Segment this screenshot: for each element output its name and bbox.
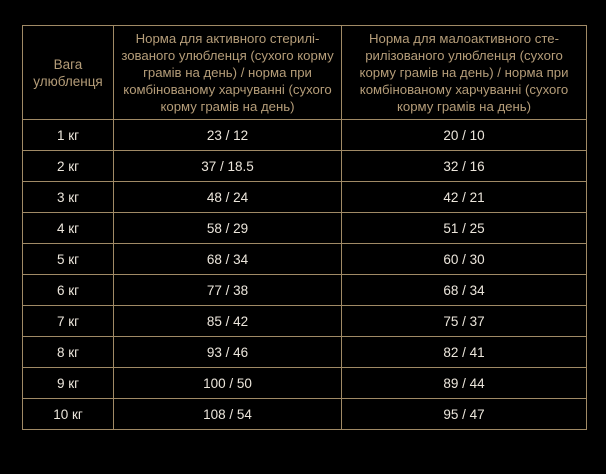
cell-inactive-norm: 42 / 21 [342, 182, 587, 213]
cell-active-norm: 108 / 54 [114, 399, 342, 430]
cell-weight: 7 кг [23, 306, 114, 337]
table-row [23, 182, 587, 213]
cell-weight: 6 кг [23, 275, 114, 306]
cell-active-norm: 77 / 38 [114, 275, 342, 306]
header-row [23, 26, 587, 120]
table-row [23, 337, 587, 368]
table-body [23, 120, 587, 430]
cell-inactive-norm: 20 / 10 [342, 120, 587, 151]
cell-inactive-norm: 68 / 34 [342, 275, 587, 306]
cell-active-norm: 58 / 29 [114, 213, 342, 244]
cell-inactive-norm: 82 / 41 [342, 337, 587, 368]
cell-active-norm: 68 / 34 [114, 244, 342, 275]
cell-inactive-norm: 75 / 37 [342, 306, 587, 337]
cell-weight: 5 кг [23, 244, 114, 275]
table-row [23, 120, 587, 151]
table-row [23, 306, 587, 337]
cell-inactive-norm: 60 / 30 [342, 244, 587, 275]
cell-weight: 10 кг [23, 399, 114, 430]
header-active-norm: Норма для активного стерилізованого улюбленця (сухого корму грамів на день) / норма при комбінованому харчуванні (сухого корму грамів на день) [114, 26, 342, 120]
table-row [23, 275, 587, 306]
feeding-norms-table [22, 25, 587, 430]
cell-weight: 9 кг [23, 368, 114, 399]
table-row [23, 151, 587, 182]
table-row [23, 213, 587, 244]
table-row [23, 368, 587, 399]
table-row [23, 244, 587, 275]
cell-inactive-norm: 51 / 25 [342, 213, 587, 244]
header-weight: Вага улюбленця [23, 26, 114, 120]
cell-weight: 4 кг [23, 213, 114, 244]
cell-weight: 1 кг [23, 120, 114, 151]
header-inactive-norm: Норма для малоактивного стерилізованого улюбленця (сухого корму грамів на день) / норма при комбінованому харчуванні (сухого корму грамів на день) [342, 26, 587, 120]
cell-active-norm: 93 / 46 [114, 337, 342, 368]
table-row [23, 399, 587, 430]
cell-inactive-norm: 32 / 16 [342, 151, 587, 182]
cell-active-norm: 100 / 50 [114, 368, 342, 399]
cell-active-norm: 37 / 18.5 [114, 151, 342, 182]
cell-weight: 8 кг [23, 337, 114, 368]
cell-active-norm: 48 / 24 [114, 182, 342, 213]
cell-active-norm: 23 / 12 [114, 120, 342, 151]
table-header [23, 26, 587, 120]
cell-inactive-norm: 95 / 47 [342, 399, 587, 430]
cell-weight: 2 кг [23, 151, 114, 182]
cell-active-norm: 85 / 42 [114, 306, 342, 337]
cell-inactive-norm: 89 / 44 [342, 368, 587, 399]
cell-weight: 3 кг [23, 182, 114, 213]
